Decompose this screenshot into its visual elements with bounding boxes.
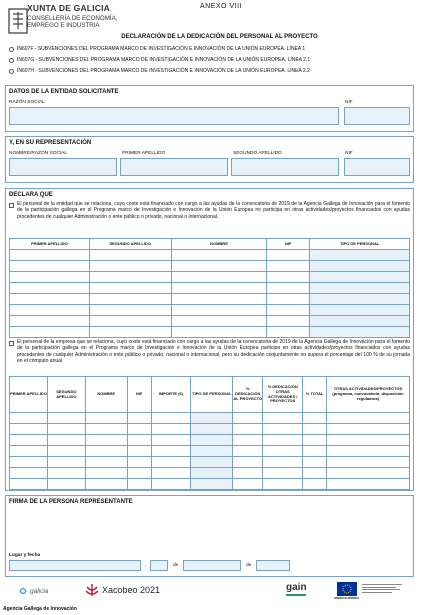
nif-input[interactable] bbox=[344, 107, 410, 125]
radio-button[interactable] bbox=[9, 47, 14, 52]
column-header: IMPORTE (€) bbox=[151, 377, 191, 413]
logo-title: XUNTA DE GALICIA bbox=[27, 3, 111, 13]
table-row bbox=[10, 250, 410, 261]
column-header: SEGUNDO APELLIDO bbox=[47, 377, 85, 413]
option-in607g[interactable] bbox=[9, 57, 310, 63]
logo-subtitle: CONSELLERÍA DE ECONOMÍA, EMPREGO E INDUSTRIA bbox=[27, 15, 118, 30]
razon-social-input[interactable] bbox=[9, 107, 339, 125]
column-header: TIPO DE PERSONAL bbox=[310, 239, 410, 250]
table-row bbox=[10, 316, 410, 327]
column-header: NOMBRE bbox=[171, 239, 267, 250]
personal-table-1 bbox=[9, 238, 410, 338]
table-row bbox=[10, 435, 410, 446]
tipo-personal-select[interactable] bbox=[310, 272, 409, 282]
tipo-personal-select[interactable] bbox=[191, 468, 232, 478]
tipo-personal-select[interactable] bbox=[191, 457, 232, 467]
day-input[interactable] bbox=[150, 560, 168, 571]
radio-button[interactable] bbox=[9, 69, 14, 74]
radio-button[interactable] bbox=[9, 58, 14, 63]
declaration-paragraph-2: El personal de la empresa que se relaciona, cuyo coste está financiado con cargo a las ayudas de la convocatoria de 2019 de la Agencia Gallega de Innovación para el fomento de la participación gallega en el Programa marco de Investigación e Innovación de la Unión Europea participa en otras actividades/proyectos financiados con ayudas procedentes de cualquier Administración o ente público o privado, nacional o internacional, pero su dedicación conjuntamente no supera el porcentaje del 100 % de su jornada en el cómputo anual. bbox=[17, 339, 410, 365]
option-label: IN607F - SUBVENCIONES DEL PROGRAMA MARCO DE INVESTIGACIÓN E INNOVACIÓN DE LA UNIÓN EUROPEA. LÍNEA 1 bbox=[17, 46, 306, 52]
document-title: DECLARACIÓN DE LA DEDICACIÓN DEL PERSONAL AL PROYECTO bbox=[121, 34, 318, 40]
table-row bbox=[10, 424, 410, 435]
column-header: NIF bbox=[267, 239, 310, 250]
nombre-input[interactable] bbox=[9, 158, 117, 176]
table-row bbox=[10, 468, 410, 479]
table-row bbox=[10, 305, 410, 316]
tipo-personal-select[interactable] bbox=[191, 424, 232, 434]
apellido1-input[interactable] bbox=[120, 158, 228, 176]
column-header: % DEDICACIÓN OTRAS ACTIVIDADES / PROYECTOS bbox=[263, 377, 303, 413]
column-header: TIPO DE PERSONAL bbox=[191, 377, 233, 413]
comma-separator: , bbox=[145, 563, 147, 568]
tipo-personal-select[interactable] bbox=[310, 283, 409, 293]
agency-footer: Agencia Gallega de Innovación bbox=[3, 606, 77, 612]
de-separator: de bbox=[173, 563, 179, 568]
table-row bbox=[10, 294, 410, 305]
xacobeo-logo: Xacobeo 2021 bbox=[85, 583, 160, 597]
option-label: IN607H - SUBVENCIONES DEL PROGRAMA MARCO DE INVESTIGACIÓN E INNOVACIÓN DE LA UNIÓN EUROPEA. LÍNEA 2.2 bbox=[17, 68, 310, 74]
month-input[interactable] bbox=[183, 560, 241, 571]
tipo-personal-select[interactable] bbox=[310, 294, 409, 304]
apellido2-label: SEGUNDO APELLIDO bbox=[233, 151, 282, 156]
personal-table-2 bbox=[9, 376, 410, 490]
solicitante-title: DATOS DE LA ENTIDAD SOLICITANTE bbox=[9, 89, 119, 95]
galicia-logo: galicia bbox=[18, 586, 48, 596]
tipo-personal-select[interactable] bbox=[191, 413, 232, 423]
declaration-paragraph-1: El personal de la entidad que se relaciona, cuyo coste está financiado con cargo a las ayudas de la convocatoria de 2019 de la Agencia Gallega de Innovación para el fomento de la participación gallega en el Programa marco de Investigación e Innovación de la Unión Europea no participa en otras actividades/proyectos financiados con ayudas procedentes de cualquier Administración o ente público o privado, nacional o internacional. bbox=[17, 201, 410, 220]
tipo-personal-select[interactable] bbox=[310, 250, 409, 260]
nif-label: NIF bbox=[345, 151, 353, 156]
checkbox-si-participa[interactable] bbox=[9, 341, 14, 346]
table-row bbox=[10, 261, 410, 272]
firma-title: FIRMA DE LA PERSONA REPRESENTANTE bbox=[9, 499, 133, 505]
gain-underline bbox=[286, 594, 306, 596]
tipo-personal-select[interactable] bbox=[191, 446, 232, 456]
column-header: NOMBRE bbox=[85, 377, 127, 413]
column-header: NIF bbox=[127, 377, 151, 413]
table-row bbox=[10, 272, 410, 283]
apellido2-input[interactable] bbox=[231, 158, 339, 176]
tipo-personal-select[interactable] bbox=[191, 479, 232, 489]
checkbox-no-participa[interactable] bbox=[9, 203, 14, 208]
table-row bbox=[10, 479, 410, 490]
galicia-swirl-icon bbox=[18, 586, 28, 596]
table-row bbox=[10, 446, 410, 457]
apellido1-label: PRIMER APELLIDO bbox=[122, 151, 166, 156]
option-in607f[interactable] bbox=[9, 46, 305, 52]
lugar-fecha-label: Lugar y fecha bbox=[9, 553, 41, 558]
tipo-personal-select[interactable] bbox=[310, 316, 409, 326]
declara-title: DECLARA QUE bbox=[9, 192, 53, 198]
nombre-label: NOMBRE/RAZÓN SOCIAL bbox=[9, 151, 68, 156]
tipo-personal-select[interactable] bbox=[310, 327, 409, 337]
eu-flag-icon bbox=[337, 582, 357, 596]
table-row bbox=[10, 457, 410, 468]
representacion-title: Y, EN SU REPRESENTACIÓN bbox=[9, 140, 92, 146]
column-header: % TOTAL bbox=[303, 377, 327, 413]
year-input[interactable] bbox=[256, 560, 290, 571]
eu-logo: UNIÓN EUROPEA bbox=[334, 582, 414, 604]
de-separator: de bbox=[246, 563, 252, 568]
razon-social-label: RAZÓN SOCIAL bbox=[9, 100, 45, 105]
option-in607h[interactable] bbox=[9, 68, 310, 74]
column-header: PRIMER APELLIDO bbox=[10, 239, 90, 250]
tipo-personal-select[interactable] bbox=[191, 435, 232, 445]
tipo-personal-select[interactable] bbox=[310, 261, 409, 271]
annex-label: ANEXO VIII bbox=[200, 3, 242, 10]
column-header: SEGUNDO APELLIDO bbox=[89, 239, 171, 250]
nif-input[interactable] bbox=[344, 158, 410, 176]
gain-logo: gain bbox=[286, 583, 307, 596]
column-header: PRIMER APELLIDO bbox=[10, 377, 48, 413]
column-header: % DEDICACIÓN AL PROYECTO bbox=[233, 377, 263, 413]
eu-fund-text-lines bbox=[362, 584, 402, 593]
option-label: IN607G - SUBVENCIONES DEL PROGRAMA MARCO DE INVESTIGACIÓN E INNOVACIÓN DE LA UNIÓN EUROPEA. LÍNEA 2.1 bbox=[17, 57, 311, 63]
column-header: OTRAS ACTIVIDADES/PROYECTOS (programa, convocatoria, disposición reguladora) bbox=[327, 377, 410, 413]
table-row bbox=[10, 283, 410, 294]
nif-label: NIF bbox=[345, 100, 353, 105]
tipo-personal-select[interactable] bbox=[310, 305, 409, 315]
xacobeo-shell-icon bbox=[85, 583, 99, 597]
lugar-input[interactable] bbox=[9, 560, 141, 571]
table-row bbox=[10, 413, 410, 424]
table-row bbox=[10, 327, 410, 338]
